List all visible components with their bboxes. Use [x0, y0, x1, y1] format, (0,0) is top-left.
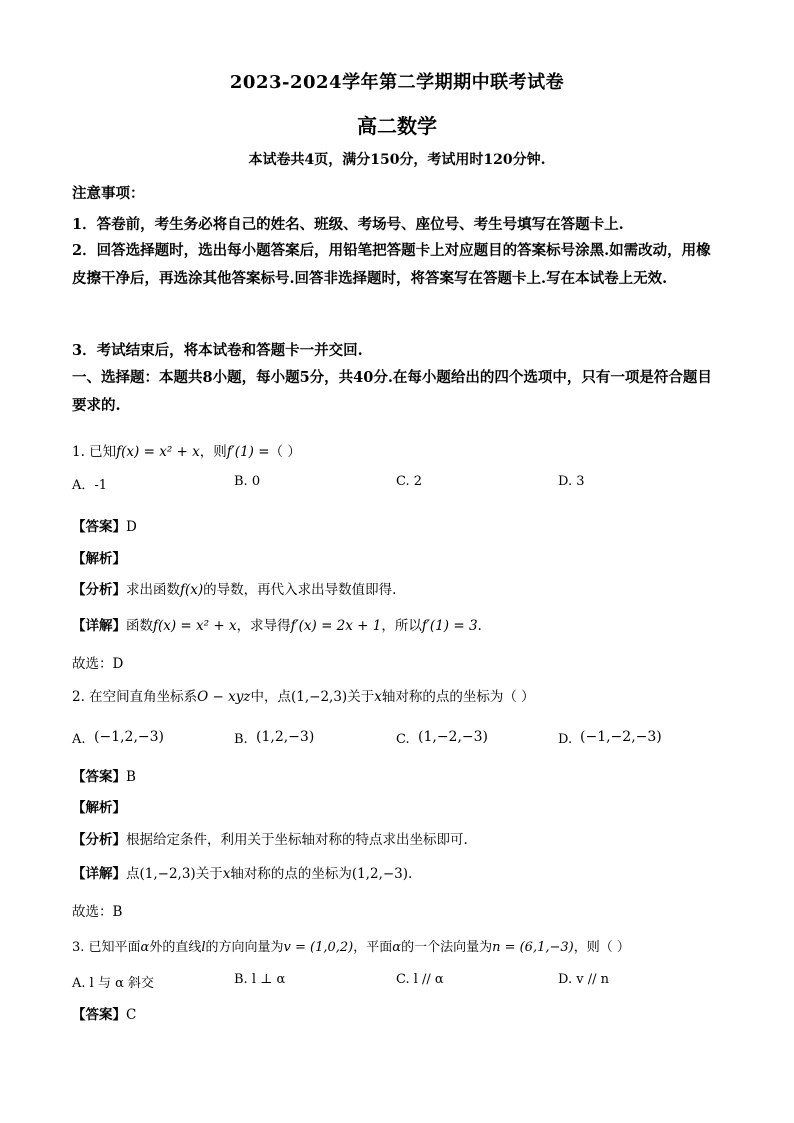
- q1-detail-mid2: ，所以: [381, 618, 422, 634]
- fenxi-label: 【分析】: [72, 832, 126, 848]
- q2-option-b: (1,2,−3): [256, 729, 315, 745]
- q2-post2: 轴对称的点的坐标为（ ）: [381, 689, 535, 705]
- q1-option-c: C. 2: [396, 474, 423, 489]
- detail-label: 【详解】: [72, 618, 126, 634]
- fenxi-label: 【分析】: [72, 582, 126, 598]
- q1-detail-mid: ，求导得: [236, 618, 291, 634]
- q2-fenxi: [72, 828, 468, 848]
- q1-choose: [72, 652, 123, 672]
- q1-prefix: 1. 已知: [72, 444, 117, 460]
- q1-answer: [72, 515, 137, 535]
- q2-analysis-label: 【解析】: [72, 800, 126, 816]
- q1-option-a: A．-1: [72, 478, 108, 493]
- exam-subject: 高二数学: [357, 114, 437, 138]
- q3-mid: 外的直线: [149, 940, 202, 955]
- q3-alpha: α: [140, 940, 150, 955]
- q2-mid: 中，点: [250, 689, 291, 705]
- choose-label: 故选：: [72, 904, 113, 920]
- q2-detail-pre: 点: [126, 866, 140, 882]
- q2-answer-value: B: [126, 769, 136, 785]
- notes-item-3: 3．考试结束后，将本试卷和答题卡一并交回.: [72, 342, 363, 359]
- detail-label: 【详解】: [72, 866, 126, 882]
- notes-item-2: 2．回答选择题时，选出每小题答案后，用铅笔把答题卡上对应题目的答案标号涂黑.如需改动，用橡皮擦干净后，再选涂其他答案标号.回答非选择题时，将答案写在答题卡上.写在本试卷上无效.: [72, 242, 711, 287]
- q2-system: O − xyz: [197, 689, 251, 705]
- q2-option-c-label: C.: [396, 732, 410, 747]
- q1-analysis-label: 【解析】: [72, 551, 126, 567]
- q1-option-d: D. 3: [558, 474, 585, 489]
- q2-options: [72, 729, 722, 749]
- answer-label: 【答案】: [72, 1007, 126, 1023]
- q1-ask: f′(1) =: [226, 444, 270, 460]
- q1-fenxi-pre: 求出函数: [126, 582, 180, 598]
- q3-prefix: 3. 已知平面: [72, 940, 141, 955]
- q3-line: l: [201, 940, 206, 955]
- q1-detail-end: .: [477, 618, 482, 634]
- q3-options: [72, 972, 722, 992]
- q1-fenxi: [72, 578, 396, 598]
- q2-point: (1,−2,3): [291, 689, 348, 705]
- q2-option-d-label: D.: [558, 732, 573, 747]
- q1-answer-value: D: [126, 519, 137, 535]
- q3-mid2: 的方向向量为: [205, 940, 284, 955]
- q1-fenxi-function: f(x): [180, 582, 204, 598]
- exam-info: 本试卷共4页，满分150分，考试用时120分钟.: [248, 152, 546, 168]
- answer-label: 【答案】: [72, 769, 126, 785]
- q3-answer: [72, 1003, 136, 1023]
- q1-option-b: B. 0: [234, 474, 261, 489]
- q1-choose-value: D: [112, 656, 124, 672]
- q1-detail-pre: 函数: [126, 618, 153, 634]
- q2-post: 关于: [347, 689, 375, 705]
- q1-detail-value: f′(1) = 3: [421, 618, 478, 634]
- q2-prefix: 2. 在空间直角坐标系: [72, 689, 198, 705]
- q2-answer: [72, 765, 136, 785]
- q2-option-b-label: B.: [234, 732, 248, 747]
- q3-post: ，则（ ）: [573, 940, 630, 955]
- q1-detail-function: f(x) = x² + x: [153, 618, 237, 634]
- q3-alpha-2: α: [392, 940, 402, 955]
- q1-mid: ，则: [199, 444, 227, 460]
- q1-options: [72, 474, 722, 494]
- q2-detail-mid: 关于: [195, 866, 223, 882]
- notes-item-1: 1．答卷前，考生务必将自己的姓名、班级、考场号、座位号、考生号填写在答题卡上.: [72, 216, 624, 233]
- q1-detail-derivative: f′(x) = 2x + 1: [290, 618, 382, 634]
- q3-option-d: D. v // n: [558, 972, 609, 987]
- q3-option-a: A. l 与 α 斜交: [72, 976, 154, 991]
- question-3: [72, 936, 630, 955]
- q2-option-a: (−1,2,−3): [94, 729, 165, 745]
- question-2: [72, 685, 535, 705]
- q2-detail-x: x: [222, 866, 231, 882]
- q3-mid4: 的一个法向量为: [401, 940, 493, 955]
- q3-normal-vector: n = (6,1,−3): [492, 940, 574, 955]
- q3-mid3: ，平面: [353, 940, 393, 955]
- q2-choose: [72, 900, 122, 920]
- q2-detail-mid2: 轴对称的点的坐标为: [230, 866, 352, 882]
- q2-option-d: (−1,−2,−3): [580, 729, 662, 745]
- q3-option-b: B. l ⊥ α: [234, 972, 286, 987]
- q3-option-c: C. l // α: [396, 972, 444, 987]
- q2-detail-result: (1,2,−3): [351, 866, 409, 882]
- q2-option-c: (1,−2,−3): [418, 729, 489, 745]
- q2-choose-value: B: [112, 904, 123, 920]
- exam-title: 2023-2024学年第二学期期中联考试卷: [229, 72, 565, 93]
- q1-fenxi-post: 的导数，再代入求出导数值即得.: [203, 582, 397, 598]
- choose-label: 故选：: [72, 656, 113, 672]
- q2-detail-end: .: [408, 866, 413, 882]
- q1-function: f(x) = x² + x: [116, 444, 200, 460]
- q2-detail: [72, 862, 412, 882]
- q3-answer-value: C: [126, 1007, 137, 1023]
- q2-option-a-label: A.: [72, 732, 86, 747]
- q2-x: x: [374, 689, 382, 705]
- answer-label: 【答案】: [72, 519, 126, 535]
- notes-heading: 注意事项：: [72, 185, 145, 202]
- section-heading: 一、选择题：本题共8小题，每小题5分，共40分.在每小题给出的四个选项中，只有一项是符合题目要求的.: [72, 369, 712, 414]
- q2-fenxi-text: 根据给定条件，利用关于坐标轴对称的特点求出坐标即可.: [126, 832, 468, 848]
- q1-detail: [72, 614, 482, 634]
- q3-direction-vector: v = (1,0,2): [283, 940, 354, 955]
- q2-detail-point: (1,−2,3): [139, 866, 196, 882]
- question-1: [72, 440, 301, 460]
- q1-paren: （ ）: [269, 444, 301, 460]
